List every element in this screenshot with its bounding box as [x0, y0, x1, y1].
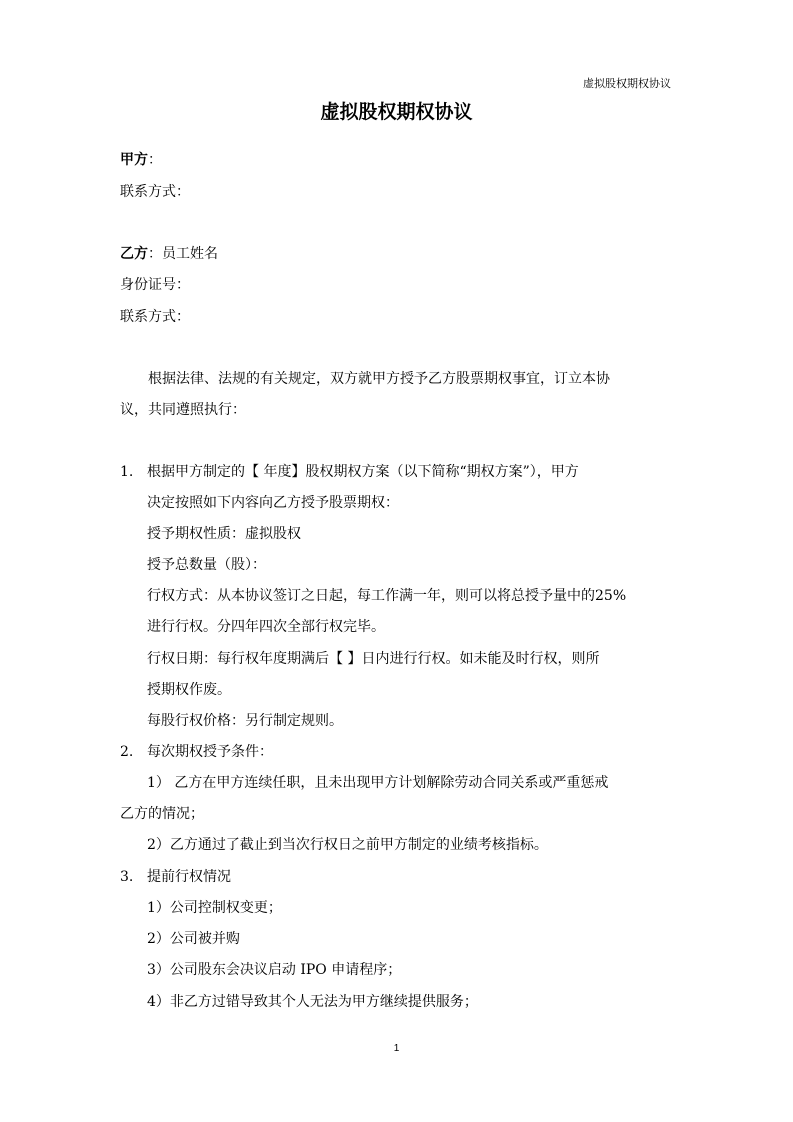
clause-3-item-4: 4）非乙方过错导致其个人无法为甲方继续提供服务；: [147, 994, 478, 1010]
clause-2-item-1-line-1: 1） 乙方在甲方连续任职，且未出现甲方计划解除劳动合同关系或严重惩戒: [147, 775, 609, 791]
clause-1-line-2: 决定按照如下内容向乙方授予股票期权：: [147, 495, 399, 511]
party-b-line: [120, 245, 218, 263]
clause-2-item-2: 2）乙方通过了截止到当次行权日之前甲方制定的业绩考核指标。: [147, 837, 548, 853]
party-a-contact: 联系方式：: [120, 184, 190, 200]
clause-2-heading: [120, 743, 273, 761]
clause-2-number: 2.: [120, 744, 134, 760]
running-header: 虚拟股权期权协议: [583, 77, 671, 90]
clause-3-number: 3.: [120, 869, 134, 885]
clause-1-nature: 授予期权性质：虚拟股权: [147, 526, 301, 542]
party-b-id-number: 身份证号：: [120, 277, 190, 293]
clause-1-number: 1.: [120, 464, 134, 480]
clause-1-date-line-2: 授期权作废。: [147, 682, 231, 698]
party-b-colon: ：: [148, 246, 162, 262]
clause-3-item-2: 2）公司被并购: [147, 931, 240, 947]
clause-3-item-1: 1）公司控制权变更；: [147, 900, 282, 916]
clause-1-price: 每股行权价格：另行制定规则。: [147, 713, 343, 729]
clause-1-text: 根据甲方制定的【 年度】股权期权方案（以下简称“期权方案”），甲方: [147, 464, 579, 480]
clause-3-title: 提前行权情况: [147, 869, 231, 885]
clause-1-total: 授予总数量（股）：: [147, 557, 266, 573]
clause-2-item-1-line-2: 乙方的情况；: [120, 806, 204, 822]
party-a-line: [120, 151, 162, 169]
party-b-name: 员工姓名: [162, 246, 218, 262]
document-title: 虚拟股权期权协议: [320, 101, 473, 123]
party-a-colon: ：: [148, 152, 162, 168]
clause-1-date-line-1: 行权日期：每行权年度期满后【 】日内进行行权。如未能及时行权，则所: [147, 651, 600, 667]
party-b-contact: 联系方式：: [120, 309, 190, 325]
intro-line-1: 根据法律、法规的有关规定，双方就甲方授予乙方股票期权事宜，订立本协: [148, 371, 610, 387]
intro-line-2: 议，共同遵照执行：: [120, 402, 246, 418]
clause-2-title: 每次期权授予条件：: [147, 744, 273, 760]
clause-1-line-1: [120, 463, 579, 481]
clause-1-method-line-2: 进行行权。分四年四次全部行权完毕。: [147, 619, 385, 635]
clause-3-heading: [120, 868, 231, 886]
party-b-label: 乙方: [120, 246, 148, 262]
party-a-label: 甲方: [120, 152, 148, 168]
clause-1-method-line-1: 行权方式：从本协议签订之日起，每工作满一年，则可以将总授予量中的25%: [147, 588, 627, 604]
clause-3-item-3: 3）公司股东会决议启动 IPO 申请程序；: [147, 962, 402, 978]
page-number: 1: [393, 1043, 400, 1054]
